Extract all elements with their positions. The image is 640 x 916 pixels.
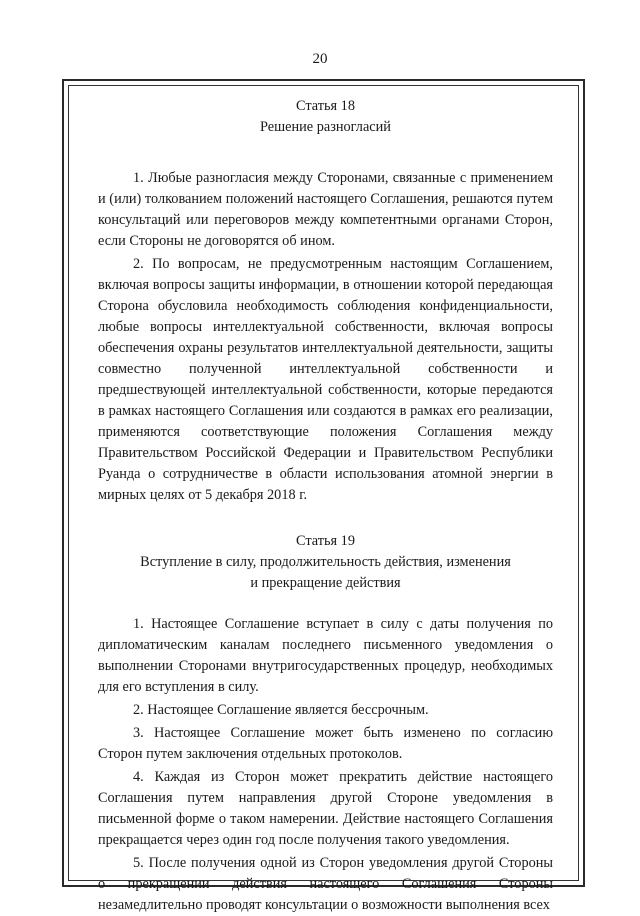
article-19-paragraph-3: 3. Настоящее Соглашение может быть изменено по согласию Сторон путем заключения отдельных протоколов. — [98, 725, 553, 762]
article-18 — [98, 96, 553, 506]
article-19-paragraph-5: 5. После получения одной из Сторон уведомления другой Стороны о прекращении действия настоящего Соглашения Стороны незамедлительно проводят консультации о возможности выполнения всех — [98, 855, 553, 913]
article-19-paragraph-1: 1. Настоящее Соглашение вступает в силу с даты получения по дипломатическим каналам последнего письменного уведомления о выполнении Сторонами внутригосударственных процедур, необходимых для его вступления в силу. — [98, 616, 553, 695]
article-18-heading: Решение разногласий — [260, 119, 391, 135]
article-18-paragraph-2: 2. По вопросам, не предусмотренным настоящим Соглашением, включая вопросы защиты информации, в отношении которой передающая Сторона обусловила необходимость соблюдения конфиденциальности, любые вопросы интеллектуальной собственности, включая вопросы обеспечения охраны результатов интеллектуальной деятельности, защиты совместно полученной интеллектуальной собственности и предшествующей интеллектуальной собственности, которые передаются в рамках настоящего Соглашения или создаются в рамках его реализации, применяются соответствующие положения Соглашения между Правительством Российской Федерации и Правительством Республики Руанда о сотрудничестве в области использования атомной энергии в мирных целях от 5 декабря 2018 г. — [98, 256, 553, 503]
article-19-heading: Вступление в силу, продолжительность действия, изменения и прекращение действия — [140, 554, 511, 591]
article-19-paragraph-2: 2. Настоящее Соглашение является бессрочным. — [133, 702, 429, 718]
article-19-title: Статья 19 — [296, 533, 355, 549]
article-19 — [98, 531, 553, 916]
article-18-title: Статья 18 — [296, 98, 355, 114]
page-number: 20 — [312, 51, 328, 67]
article-19-paragraph-4: 4. Каждая из Сторон может прекратить действие настоящего Соглашения путем направления другой Стороне уведомления в письменной форме о таком намерении. Действие настоящего Соглашения прекращается через один год после получения такого уведомления. — [98, 769, 553, 848]
article-18-paragraph-1: 1. Любые разногласия между Сторонами, связанные с применением и (или) толкованием положений настоящего Соглашения, решаются путем консультаций или переговоров между компетентными органами Сторон, если Стороны не договорятся об ином. — [98, 170, 553, 249]
document-body — [98, 96, 553, 916]
